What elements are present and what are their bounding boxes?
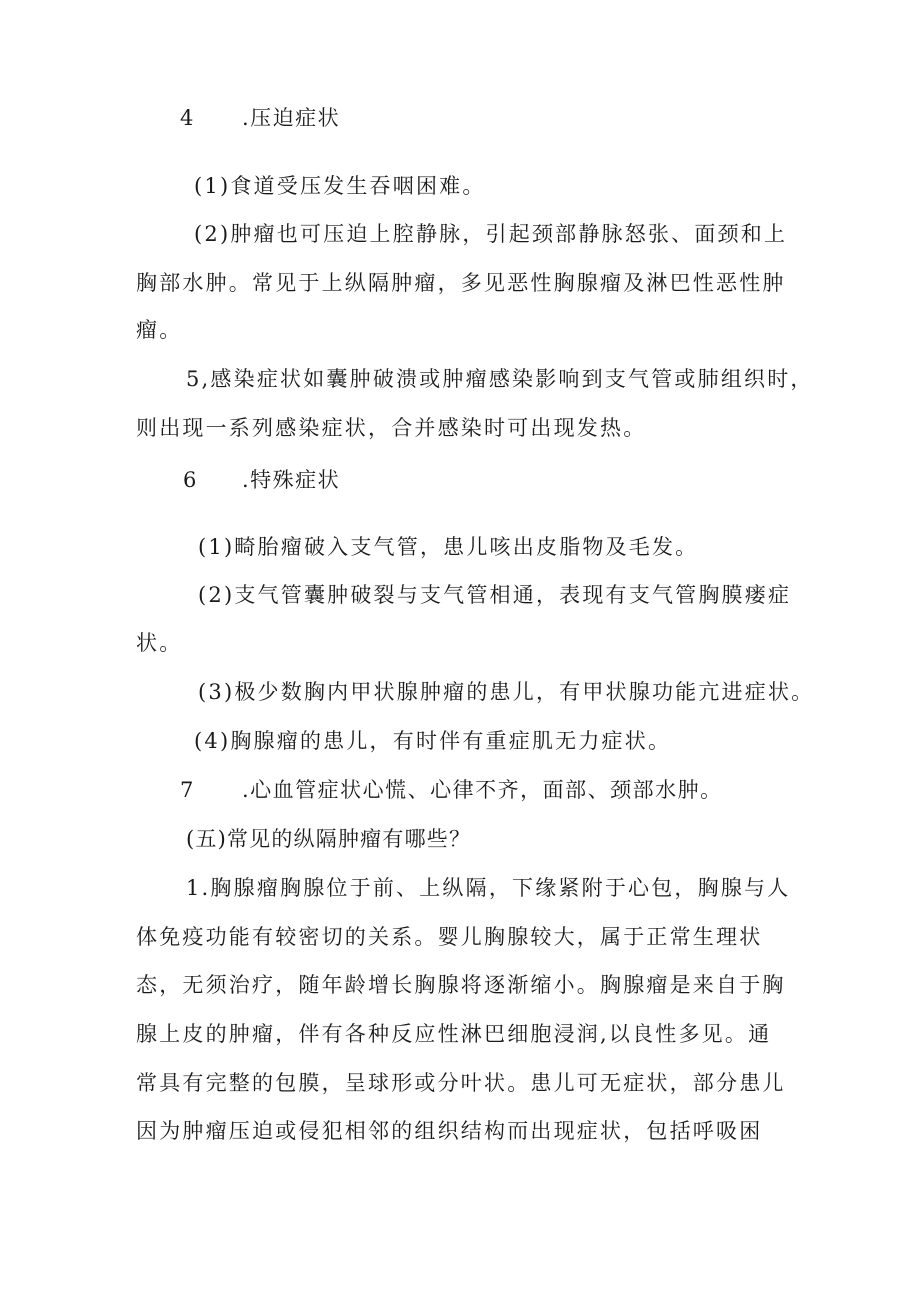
paragraph-line: 常具有完整的包膜，呈球形或分叶状。患儿可无症状，部分患儿 xyxy=(136,1071,786,1095)
paragraph-line: (2)支气管囊肿破裂与支气管相通，表现有支气管胸膜瘘症 xyxy=(198,583,792,607)
section-five-heading: (五)常见的纵隔肿瘤有哪些？ xyxy=(186,827,472,851)
paragraph-line: 胸部水肿。常见于上纵隔肿瘤，多见恶性胸腺瘤及淋巴性恶性肿 xyxy=(136,271,786,295)
paragraph-line: 5,感染症状如囊肿破溃或肿瘤感染影响到支气管或肺组织时， xyxy=(186,367,814,391)
section-4-number: 4 xyxy=(180,106,194,130)
paragraph-line: (4)胸腺瘤的患儿，有时伴有重症肌无力症状。 xyxy=(194,729,672,753)
paragraph-line: (1)食道受压发生吞咽困难。 xyxy=(194,174,486,198)
paragraph-line: 则出现一系列感染症状，合并感染时可出现发热。 xyxy=(136,416,647,440)
paragraph-line: 1.胸腺瘤胸腺位于前、上纵隔，下缘紧附于心包，胸腺与人 xyxy=(186,876,791,900)
paragraph-line: 瘤。 xyxy=(136,318,183,342)
paragraph-line: (1)畸胎瘤破入支气管，患儿咳出皮脂物及毛发。 xyxy=(198,535,699,559)
section-6-title: .特殊症状 xyxy=(242,468,341,492)
section-4-title: .压迫症状 xyxy=(242,106,341,130)
paragraph-line: 体免疫功能有较密切的关系。婴儿胸腺较大，属于正常生理状 xyxy=(136,925,763,949)
paragraph-line: (3)极少数胸内甲状腺肿瘤的患儿，有甲状腺功能亢进症状。 xyxy=(198,680,815,704)
paragraph-line: 腺上皮的肿瘤，伴有各种反应性淋巴细胞浸润,以良性多见。通 xyxy=(136,1022,772,1046)
paragraph-line: 因为肿瘤压迫或侵犯相邻的组织结构而出现症状，包括呼吸困 xyxy=(136,1119,763,1143)
section-7-number: 7 xyxy=(180,778,194,802)
section-6-number: 6 xyxy=(183,468,197,492)
paragraph-line: 状。 xyxy=(136,631,183,655)
section-7-title: .心血管症状心慌、心律不齐，面部、颈部水肿。 xyxy=(242,778,723,802)
paragraph-line: (2)肿瘤也可压迫上腔静脉，引起颈部静脉怒张、面颈和上 xyxy=(194,222,788,246)
paragraph-line: 态，无须治疗，随年龄增长胸腺将逐渐缩小。胸腺瘤是来自于胸 xyxy=(136,973,786,997)
